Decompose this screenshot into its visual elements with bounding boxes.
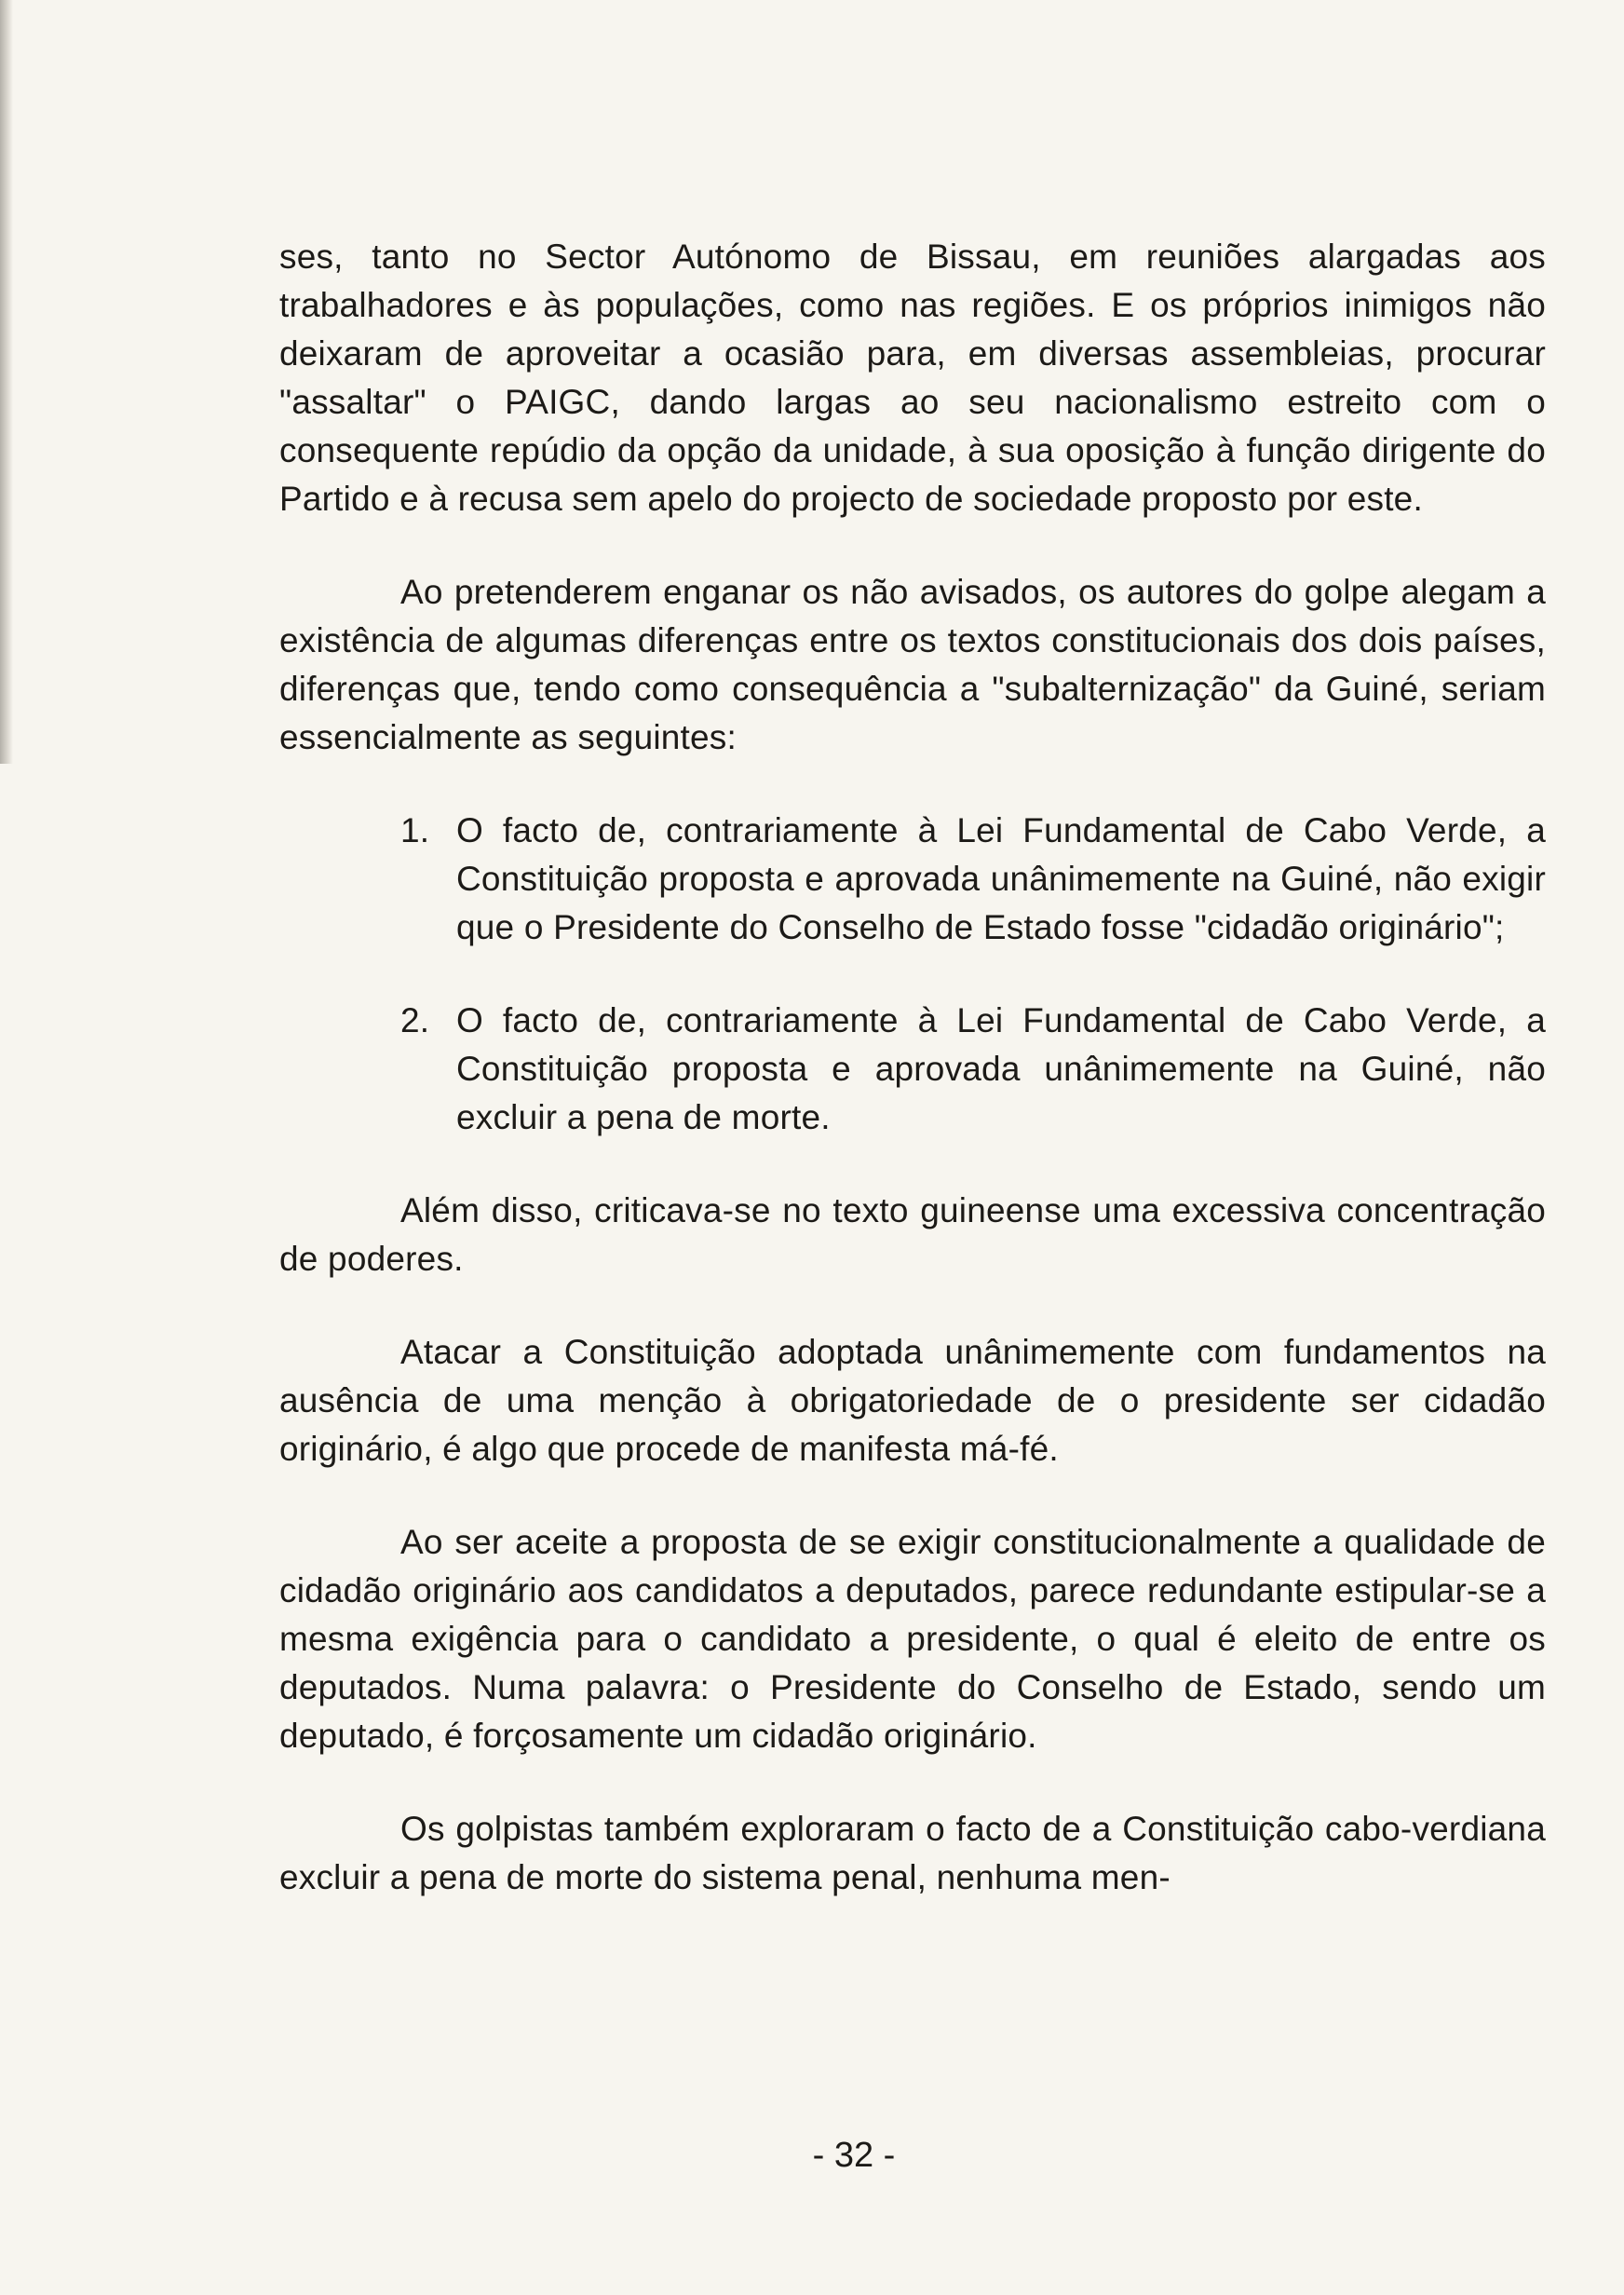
list-item-text: O facto de, contrariamente à Lei Fundamental de Cabo Verde, a Constituição proposta e aprovada unânimemente na Guiné, não exigir que o Presidente do Conselho de Estado fosse "cidadão originário"; <box>456 811 1546 946</box>
paragraph-death-penalty: Os golpistas também exploraram o facto de a Constituição cabo-verdiana excluir a pena de morte do sistema penal, nenhuma men- <box>279 1810 1546 1896</box>
paragraph-concentration: Além disso, criticava-se no texto guineense uma excessiva concentração de poderes. <box>279 1191 1546 1278</box>
document-page <box>279 233 1546 1902</box>
list-item-text: O facto de, contrariamente à Lei Fundamental de Cabo Verde, a Constituição proposta e aprovada unânimemente na Guiné, não excluir a pena de morte. <box>456 1001 1546 1136</box>
scan-edge-shadow <box>0 0 13 764</box>
list-item-number: 1. <box>400 811 430 849</box>
paragraph-bad-faith: Atacar a Constituição adoptada unânimemente com fundamentos na ausência de uma menção à obrigatoriedade de o presidente ser cidadão originário, é algo que procede de manifesta má-fé. <box>279 1333 1546 1468</box>
list-item <box>400 807 1546 952</box>
paragraph-continuation: ses, tanto no Sector Autónomo de Bissau, em reuniões alargadas aos trabalhadores e às populações, como nas regiões. E os próprios inimigos não deixaram de aproveitar a ocasião para, em diversas assembleias, procurar "assaltar" o PAIGC, dando largas ao seu nacionalismo estreito com o consequente repúdio da opção da unidade, à sua oposição à função dirigente do Partido e à recusa sem apelo do projecto de sociedade proposto por este. <box>279 238 1546 518</box>
page-number: - 32 - <box>812 2136 896 2175</box>
paragraph-original-citizen: Ao ser aceite a proposta de se exigir constitucionalmente a qualidade de cidadão originário aos candidatos a deputados, parece redundante estipular-se a mesma exigência para o candidato a presidente, o qual é eleito de entre os deputados. Numa palavra: o Presidente do Conselho de Estado, sendo um deputado, é forçosamente um cidadão originário. <box>279 1523 1546 1755</box>
list-item <box>400 997 1546 1142</box>
list-item-number: 2. <box>400 1001 430 1039</box>
differences-list <box>279 807 1546 1142</box>
paragraph-coup-claims: Ao pretenderem enganar os não avisados, os autores do golpe alegam a existência de algumas diferenças entre os textos constitucionais dos dois países, diferenças que, tendo como consequência a "subalternização" da Guiné, seriam essencialmente as seguintes: <box>279 573 1546 756</box>
